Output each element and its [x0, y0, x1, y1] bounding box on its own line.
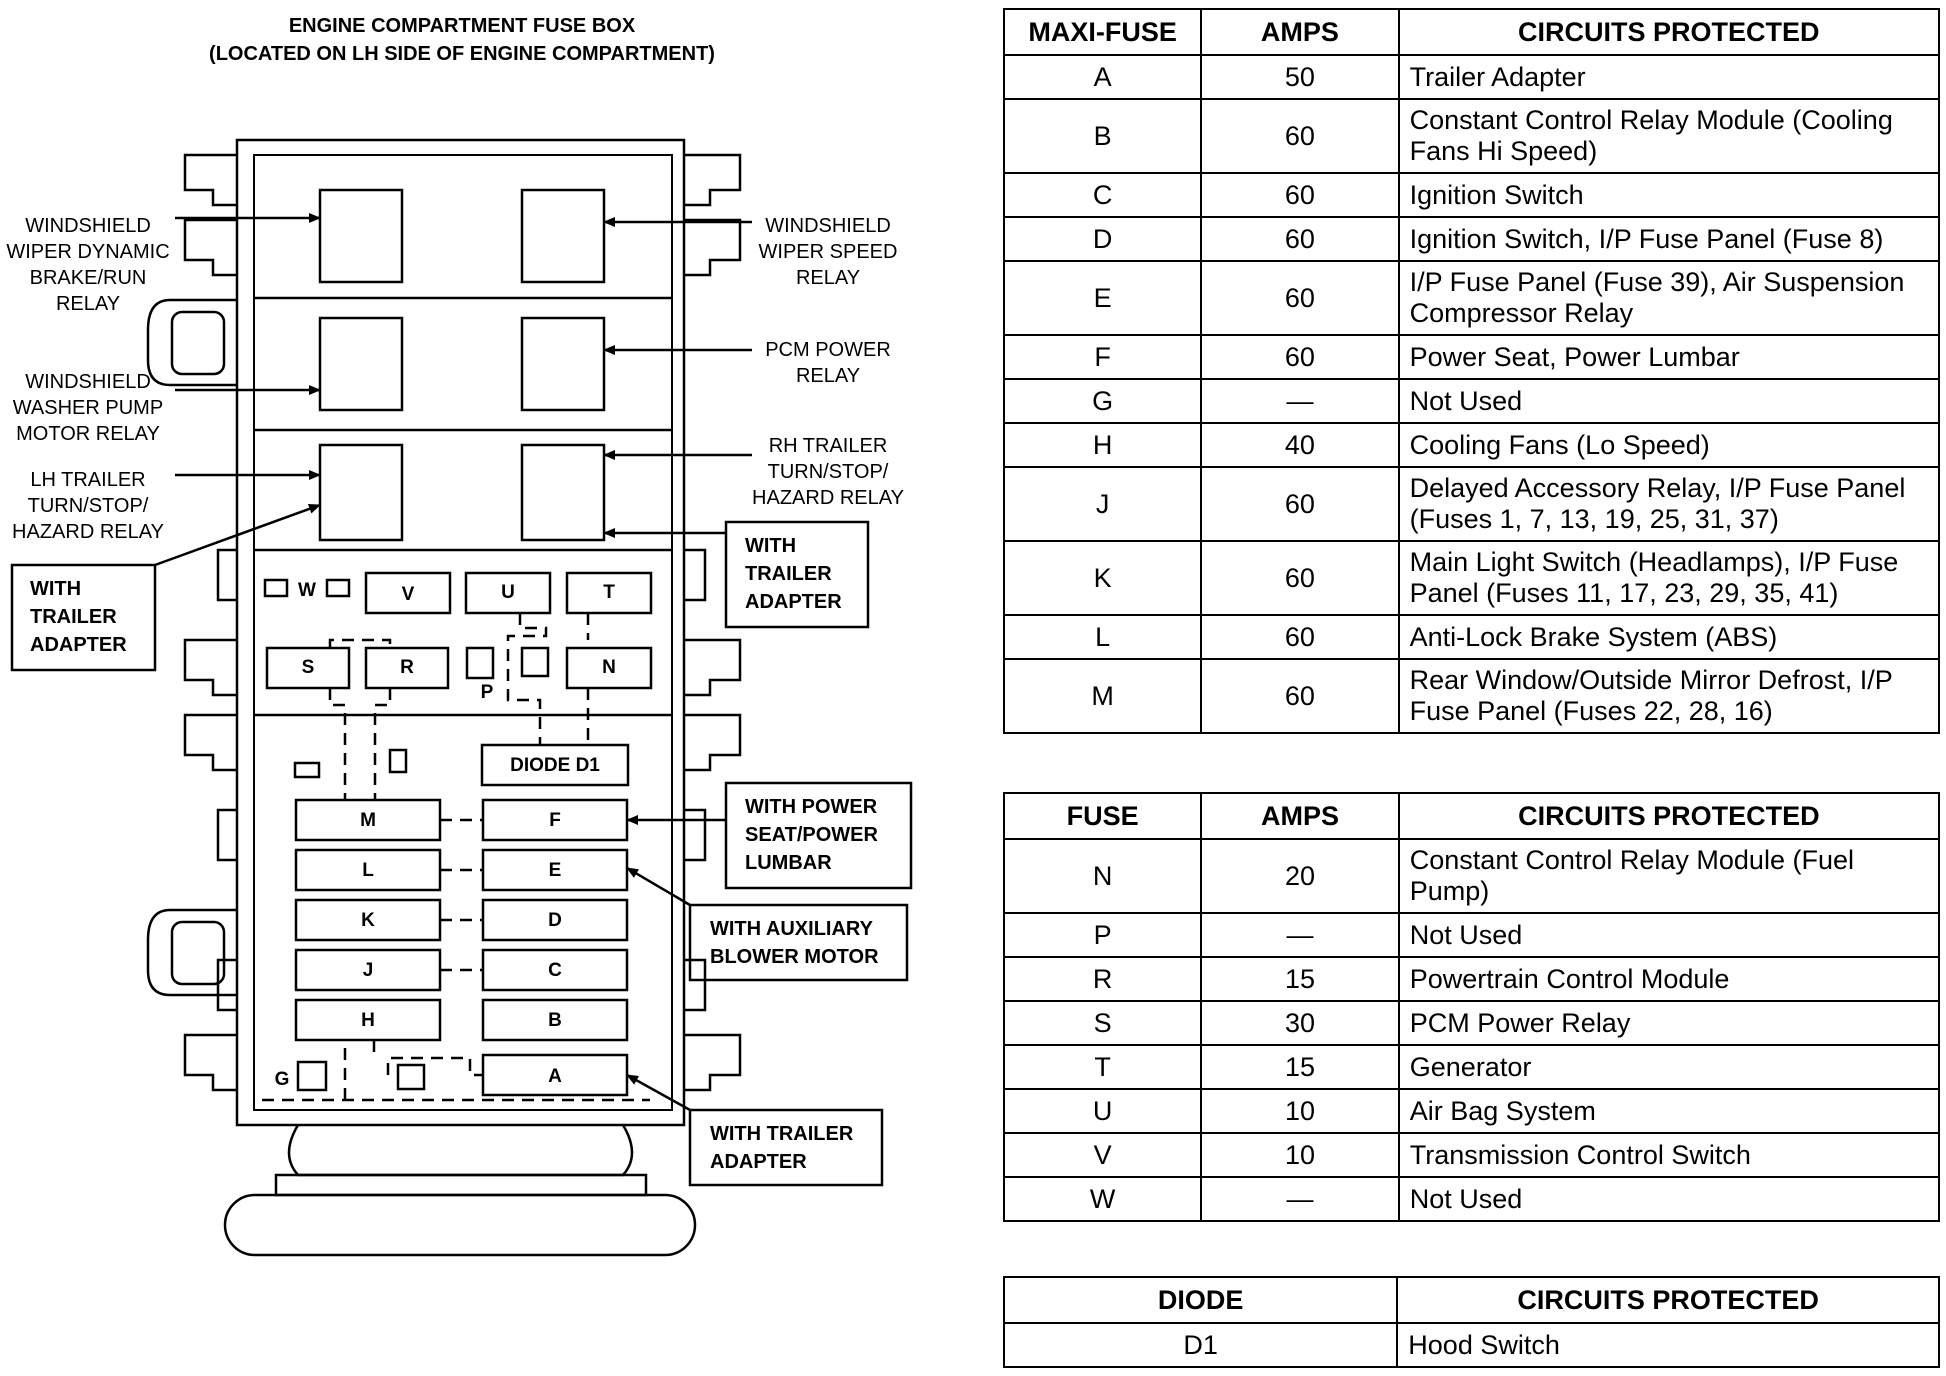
cell-amps: 60 [1201, 467, 1398, 541]
cell-circuits: Rear Window/Outside Mirror Defrost, I/P Fuse Panel (Fuses 22, 28, 16) [1399, 659, 1939, 733]
callout-right-line1: WITH [745, 535, 797, 557]
label-washer-pump-3: MOTOR RELAY [16, 423, 160, 445]
callout-bottom-line1: WITH TRAILER [710, 1123, 854, 1145]
cell-fuse: W [1004, 1177, 1201, 1221]
label-wiper-speed-1: WINDSHIELD [765, 215, 891, 237]
cell-circuits: Hood Switch [1397, 1323, 1939, 1367]
diode-header-circuits: CIRCUITS PROTECTED [1397, 1277, 1939, 1323]
table-row [1004, 957, 1939, 1001]
callout-left-line1: WITH [30, 578, 82, 600]
cell-fuse: M [1004, 659, 1201, 733]
cell-circuits: Not Used [1399, 379, 1939, 423]
fuse-w-right [327, 580, 349, 596]
callout-right-line3: ADAPTER [745, 591, 842, 613]
callout-power-seat-line2: SEAT/POWER [745, 824, 878, 846]
label-wiper-dynamic-4: RELAY [55, 293, 121, 315]
table-row [1004, 99, 1939, 173]
cell-amps: 60 [1201, 261, 1398, 335]
cell-amps: 10 [1201, 1133, 1398, 1177]
cell-amps: 10 [1201, 1089, 1398, 1133]
callout-aux-blower-line2: BLOWER MOTOR [710, 946, 879, 968]
fuse-g-letter: G [274, 1069, 290, 1090]
fuse-l-letter: L [362, 860, 374, 881]
cell-amps: 60 [1201, 615, 1398, 659]
cell-fuse: H [1004, 423, 1201, 467]
table-row [1004, 1323, 1939, 1367]
label-pcm-power-2: RELAY [795, 365, 861, 387]
cell-amps: 60 [1201, 541, 1398, 615]
label-wiper-speed-2: WIPER SPEED [758, 241, 898, 263]
fuse-f-letter: F [549, 810, 561, 831]
cell-circuits: Not Used [1399, 1177, 1939, 1221]
cell-amps: 60 [1201, 173, 1398, 217]
label-wiper-dynamic-1: WINDSHIELD [25, 215, 151, 237]
cell-fuse: G [1004, 379, 1201, 423]
label-lh-trailer-3: HAZARD RELAY [12, 521, 164, 543]
label-wiper-dynamic-3: BRAKE/RUN [29, 267, 147, 289]
cell-circuits: Cooling Fans (Lo Speed) [1399, 423, 1939, 467]
diode-letter: DIODE D1 [510, 755, 600, 776]
table-row [1004, 615, 1939, 659]
cell-circuits: Power Seat, Power Lumbar [1399, 335, 1939, 379]
cell-circuits: Not Used [1399, 913, 1939, 957]
cell-circuits: Trailer Adapter [1399, 55, 1939, 99]
callout-bottom-line2: ADAPTER [710, 1151, 807, 1173]
table-row [1004, 541, 1939, 615]
fuse-box-housing [237, 140, 684, 1125]
callout-left-line3: ADAPTER [30, 634, 127, 656]
fuse-m-letter: M [360, 810, 376, 831]
fuse-a-letter: A [548, 1066, 562, 1087]
table-row [1004, 261, 1939, 335]
callout-left-line2: TRAILER [30, 606, 117, 628]
table-row [1004, 1089, 1939, 1133]
table-row [1004, 379, 1939, 423]
cell-fuse: K [1004, 541, 1201, 615]
fuse-e-letter: E [548, 860, 562, 881]
table-row [1004, 839, 1939, 913]
relay-lh-trailer [320, 445, 402, 540]
cell-amps: 30 [1201, 1001, 1398, 1045]
cell-fuse: L [1004, 615, 1201, 659]
cell-fuse: N [1004, 839, 1201, 913]
label-rh-trailer-1: RH TRAILER [768, 435, 888, 457]
table-row [1004, 423, 1939, 467]
table-row [1004, 659, 1939, 733]
fuse-k-letter: K [361, 910, 375, 931]
table-row [1004, 1177, 1939, 1221]
table-row [1004, 173, 1939, 217]
cell-fuse: P [1004, 913, 1201, 957]
table-row [1004, 467, 1939, 541]
fuse-t-letter: T [603, 582, 615, 603]
cell-amps: 60 [1201, 659, 1398, 733]
cell-fuse: B [1004, 99, 1201, 173]
cell-amps: 50 [1201, 55, 1398, 99]
cell-circuits: Ignition Switch [1399, 173, 1939, 217]
cell-amps: 60 [1201, 217, 1398, 261]
callout-trailer-adapter-bottom [690, 1110, 882, 1185]
label-rh-trailer-3: HAZARD RELAY [752, 487, 904, 509]
cell-circuits: Transmission Control Switch [1399, 1133, 1939, 1177]
cell-amps: — [1201, 913, 1398, 957]
fuse-table [1003, 792, 1940, 1222]
fuse-s-letter: S [301, 657, 315, 678]
cell-amps: 60 [1201, 99, 1398, 173]
fuse-u-letter: U [501, 582, 515, 603]
callout-aux-blower-line1: WITH AUXILIARY [710, 918, 873, 940]
fuse-j-letter: J [362, 960, 374, 981]
cell-fuse: C [1004, 173, 1201, 217]
label-wiper-speed-3: RELAY [795, 267, 861, 289]
cell-fuse: U [1004, 1089, 1201, 1133]
fuse-header-amps: AMPS [1201, 793, 1398, 839]
cell-circuits: Air Bag System [1399, 1089, 1939, 1133]
table-row [1004, 335, 1939, 379]
table-row [1004, 913, 1939, 957]
maxi-header-fuse: MAXI-FUSE [1004, 9, 1201, 55]
cell-fuse: F [1004, 335, 1201, 379]
table-row [1004, 1133, 1939, 1177]
cell-circuits: I/P Fuse Panel (Fuse 39), Air Suspension Compressor Relay [1399, 261, 1939, 335]
table-row [1004, 217, 1939, 261]
cell-circuits: Generator [1399, 1045, 1939, 1089]
cell-circuits: Anti-Lock Brake System (ABS) [1399, 615, 1939, 659]
cell-circuits: Constant Control Relay Module (Fuel Pump) [1399, 839, 1939, 913]
cell-amps: 40 [1201, 423, 1398, 467]
table-row [1004, 55, 1939, 99]
maxi-header-amps: AMPS [1201, 9, 1398, 55]
cell-fuse: T [1004, 1045, 1201, 1089]
cell-amps: 20 [1201, 839, 1398, 913]
cell-amps: 60 [1201, 335, 1398, 379]
fuse-w-left [265, 580, 287, 596]
fuse-d-letter: D [548, 910, 562, 931]
cell-amps: 15 [1201, 1045, 1398, 1089]
cell-fuse: V [1004, 1133, 1201, 1177]
callout-power-seat-line1: WITH POWER [745, 796, 878, 818]
cell-circuits: Ignition Switch, I/P Fuse Panel (Fuse 8) [1399, 217, 1939, 261]
fuse-w-letter: W [298, 580, 316, 601]
relay-wiper-speed [522, 190, 604, 282]
table-row [1004, 1001, 1939, 1045]
cell-circuits: Delayed Accessory Relay, I/P Fuse Panel (Fuses 1, 7, 13, 19, 25, 31, 37) [1399, 467, 1939, 541]
callout-right-line2: TRAILER [745, 563, 832, 585]
label-washer-pump-2: WASHER PUMP [12, 397, 164, 419]
label-lh-trailer-1: LH TRAILER [30, 469, 146, 491]
maxi-header-circuits: CIRCUITS PROTECTED [1399, 9, 1939, 55]
maxi-fuse-g [298, 1062, 326, 1090]
fuse-h-letter: H [361, 1010, 375, 1031]
cell-fuse: R [1004, 957, 1201, 1001]
relay-wiper-dynamic [320, 190, 402, 282]
fuse-v-letter: V [401, 584, 415, 605]
relay-rh-trailer [522, 445, 604, 540]
fuse-header-fuse: FUSE [1004, 793, 1201, 839]
label-pcm-power-1: PCM POWER [765, 339, 891, 361]
label-wiper-dynamic-2: WIPER DYNAMIC [6, 241, 170, 263]
fuse-r-letter: R [400, 657, 414, 678]
relay-pcm-power [522, 318, 604, 410]
cell-fuse: E [1004, 261, 1201, 335]
diode-table [1003, 1276, 1940, 1368]
diagram-title: ENGINE COMPARTMENT FUSE BOX [288, 15, 636, 37]
cell-diode: D1 [1004, 1323, 1397, 1367]
fuse-slot-small [522, 648, 548, 676]
callout-power-seat-line3: LUMBAR [745, 852, 832, 874]
fuse-p-letter: P [480, 682, 494, 703]
cell-fuse: J [1004, 467, 1201, 541]
table-row [1004, 1045, 1939, 1089]
relay-washer-pump [320, 318, 402, 410]
fuse-header-circuits: CIRCUITS PROTECTED [1399, 793, 1939, 839]
cell-circuits: Main Light Switch (Headlamps), I/P Fuse Panel (Fuses 11, 17, 23, 29, 35, 41) [1399, 541, 1939, 615]
diagram-subtitle: (LOCATED ON LH SIDE OF ENGINE COMPARTMENT) [209, 43, 715, 65]
fuse-b-letter: B [548, 1010, 562, 1031]
cell-circuits: PCM Power Relay [1399, 1001, 1939, 1045]
callout-aux-blower [690, 905, 907, 980]
cell-amps: — [1201, 1177, 1398, 1221]
cell-fuse: A [1004, 55, 1201, 99]
maxi-fuse-table [1003, 8, 1940, 734]
cell-fuse: S [1004, 1001, 1201, 1045]
cell-circuits: Constant Control Relay Module (Cooling Fans Hi Speed) [1399, 99, 1939, 173]
cell-circuits: Powertrain Control Module [1399, 957, 1939, 1001]
label-lh-trailer-2: TURN/STOP/ [27, 495, 149, 517]
cell-fuse: D [1004, 217, 1201, 261]
fuse-p-slot [467, 648, 493, 678]
fuse-c-letter: C [548, 960, 562, 981]
diode-header-diode: DIODE [1004, 1277, 1397, 1323]
label-rh-trailer-2: TURN/STOP/ [767, 461, 889, 483]
cell-amps: 15 [1201, 957, 1398, 1001]
label-washer-pump-1: WINDSHIELD [25, 371, 151, 393]
fuse-n-letter: N [602, 657, 616, 678]
cell-amps: — [1201, 379, 1398, 423]
